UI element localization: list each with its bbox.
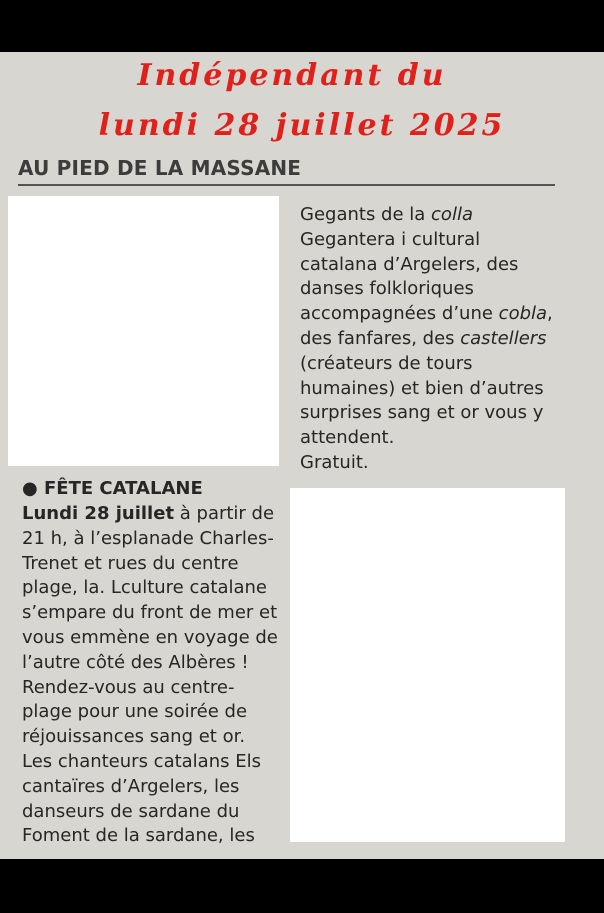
section-rule [18, 184, 555, 186]
redacted-photo-bottom [290, 488, 565, 842]
article-left-column: Lundi 28 juillet à partir de 21 h, à l’esplanade Charles- Trenet et rues du centre plage, la. Lculture catalane s’empare du front de mer et vous emmène en voyage de l’autre côté des Albères ! Rendez-vous au centre- plage pour une soirée de réjouissances sang et or. Les chanteurs catalans Els cantaïres d’Argelers, les danseurs de sardane du Foment de la sardane, les [22, 503, 278, 847]
bullet-icon: ● [22, 478, 38, 499]
redacted-photo-top [8, 196, 279, 466]
article-headline: ● FÊTE CATALANE [22, 478, 203, 499]
header-line-1: Indépendant du [137, 58, 447, 93]
lead-date: Lundi 28 juillet [22, 503, 175, 524]
section-title: AU PIED DE LA MASSANE [18, 156, 302, 180]
header-line-2: lundi 28 juillet 2025 [98, 108, 506, 143]
article-right-column: Gegants de la colla Gegantera i cultural catalana d’Argelers, des danses folkloriques accompagnées d’une cobla, des fanfares, des castellers (créateurs de tours humaines) et bien d’autres surprises sang et or vous y attendent. Gratuit. [300, 204, 553, 473]
